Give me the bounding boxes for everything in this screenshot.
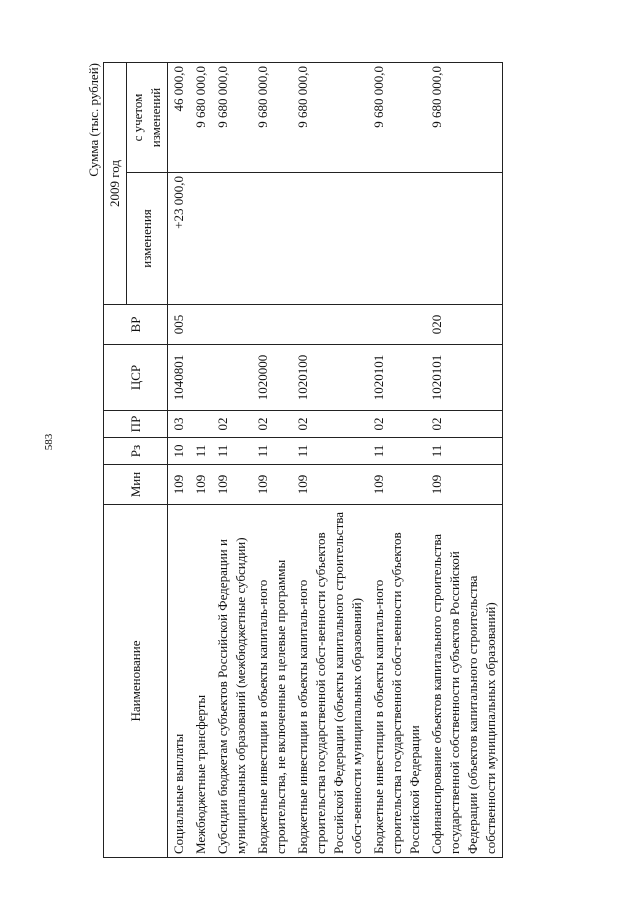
col-header-vr: ВР [104,305,168,345]
row-pr: 02 [368,411,426,438]
row-name: Бюджетные инвестиции в объекты капиталь-ного строительства государственной собст-венности субъектов Российской Федерации (объекты капитального строительства собст-венности муниципальных образований) [292,505,368,858]
row-min: 109 [190,465,212,505]
table-row [252,63,292,858]
table-row [368,63,426,858]
row-min: 109 [426,465,503,505]
row-total: 9 680 000,0 [426,63,503,173]
col-header-with-changes: с учетом изменений [127,63,168,173]
row-changes [252,173,292,305]
row-name: Бюджетные инвестиции в объекты капиталь-ного строительства государственной собст-венности субъектов Российской Федерации [368,505,426,858]
row-csr: 1020101 [426,345,503,411]
row-total: 9 680 000,0 [212,63,252,173]
row-total: 9 680 000,0 [368,63,426,173]
col-header-rz: Рз [104,438,168,465]
row-rz: 11 [292,438,368,465]
row-pr: 02 [292,411,368,438]
row-vr [212,305,252,345]
table-row [190,63,212,858]
row-rz: 11 [212,438,252,465]
row-pr: 02 [212,411,252,438]
row-pr [190,411,212,438]
row-rz: 11 [426,438,503,465]
row-rz: 11 [368,438,426,465]
row-vr [252,305,292,345]
row-rz: 11 [190,438,212,465]
col-header-year: 2009 год [104,63,127,305]
row-min: 109 [168,465,191,505]
row-rz: 11 [252,438,292,465]
row-total: 46 000,0 [168,63,191,173]
row-vr [292,305,368,345]
col-header-name: Наименование [104,505,168,858]
row-csr: 1040801 [168,345,191,411]
row-rz: 10 [168,438,191,465]
row-name: Софинансирование объектов капитального строительства государственной собственности субъектов Российской Федерации (объектов капитального строительства собственности муниципальных образований) [426,505,503,858]
row-name: Бюджетные инвестиции в объекты капиталь-ного строительства, не включенные в целевые программы [252,505,292,858]
row-csr: 1020101 [368,345,426,411]
col-header-min: Мин [104,465,168,505]
row-min: 109 [368,465,426,505]
row-min: 109 [292,465,368,505]
sum-unit-caption: Сумма (тыс. рублей) [86,63,101,177]
row-changes [190,173,212,305]
col-header-changes: изменения [127,173,168,305]
document-content [85,63,595,858]
row-name: Субсидии бюджетам субъектов Российской Федерации и муниципальных образований (межбюджетные субсидии) [212,505,252,858]
table-row [292,63,368,858]
row-name: Социальные выплаты [168,505,191,858]
row-csr: 1020000 [252,345,292,411]
row-pr: 02 [252,411,292,438]
row-csr [190,345,212,411]
row-changes [368,173,426,305]
table-row [426,63,503,858]
col-header-pr: ПР [104,411,168,438]
row-name: Межбюджетные трансферты [190,505,212,858]
row-csr [212,345,252,411]
row-min: 109 [212,465,252,505]
row-pr: 02 [426,411,503,438]
row-total: 9 680 000,0 [252,63,292,173]
page-number: 583 [43,433,55,451]
table-header [104,63,168,858]
row-changes [292,173,368,305]
row-total: 9 680 000,0 [190,63,212,173]
row-vr: 005 [168,305,191,345]
col-header-csr: ЦСР [104,345,168,411]
row-vr: 020 [426,305,503,345]
row-min: 109 [252,465,292,505]
row-total: 9 680 000,0 [292,63,368,173]
row-vr [368,305,426,345]
row-csr: 1020100 [292,345,368,411]
row-pr: 03 [168,411,191,438]
row-changes: +23 000,0 [168,173,191,305]
table-row [212,63,252,858]
budget-table [103,62,503,858]
row-vr [190,305,212,345]
row-changes [426,173,503,305]
row-changes [212,173,252,305]
table-row [168,63,191,858]
